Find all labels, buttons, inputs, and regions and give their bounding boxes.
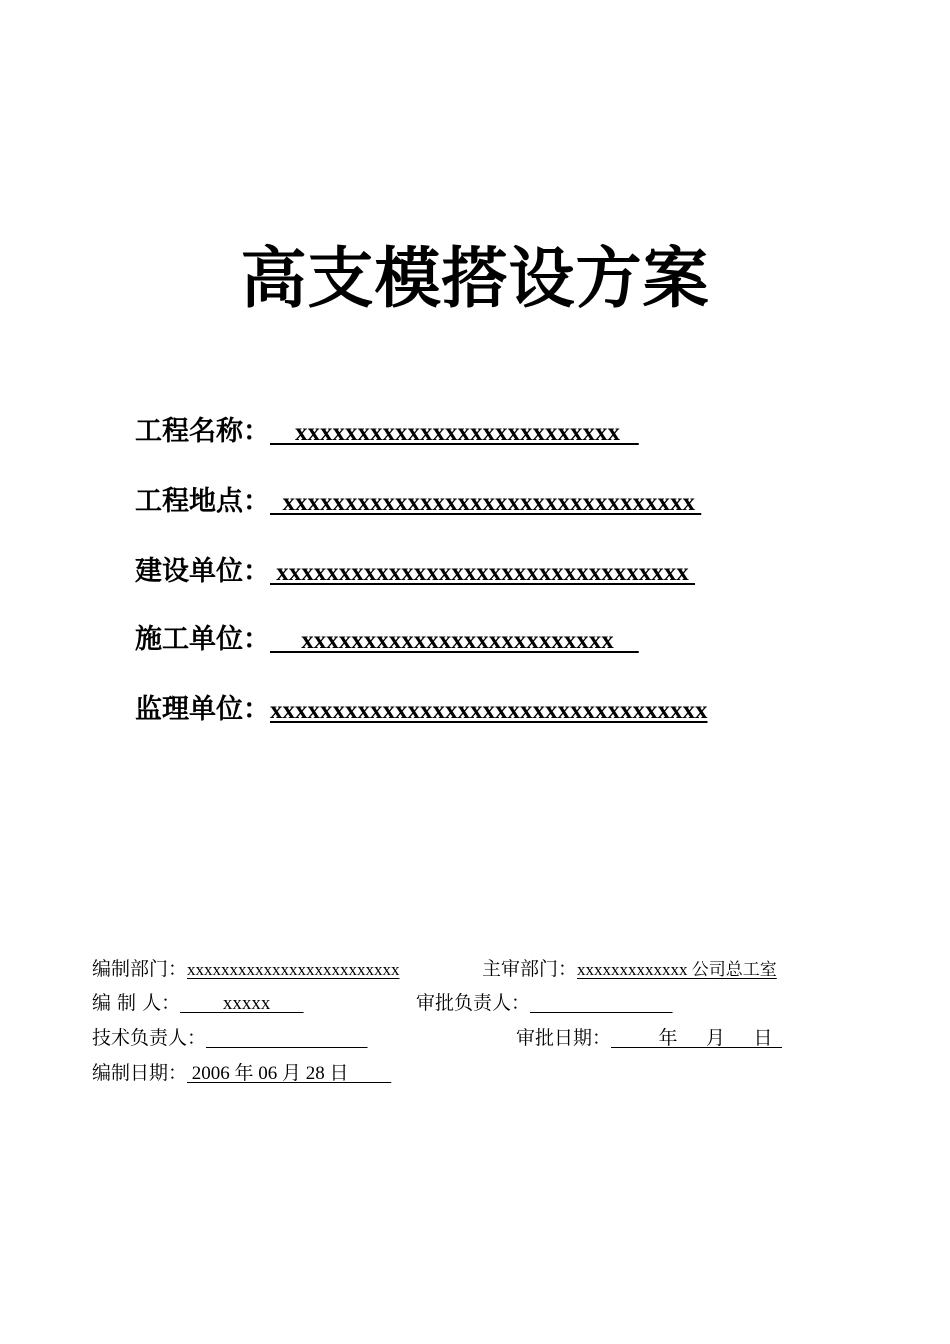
construction-unit-label: 建设单位： [135,556,270,587]
project-name-value: xxxxxxxxxxxxxxxxxxxxxxxxxx [270,419,639,446]
review-dept-row [482,954,777,984]
compiler-row [92,988,304,1018]
approver-value [530,993,673,1014]
approver-label: 审批负责人： [416,992,531,1014]
supervision-unit-label: 监理单位： [135,694,270,725]
project-location-row [135,482,701,522]
approve-date-row [516,1023,782,1053]
compile-date-value: 2006 年 06 月 28 日 [187,1063,392,1084]
compile-dept-label: 编制部门： [92,958,188,980]
construction-unit-value: xxxxxxxxxxxxxxxxxxxxxxxxxxxxxxxxx [270,559,695,586]
approve-date-label: 审批日期： [516,1027,612,1049]
compiler-label: 编 制 人： [92,992,181,1014]
project-location-value: xxxxxxxxxxxxxxxxxxxxxxxxxxxxxxxxx [270,489,702,516]
compile-dept-value: xxxxxxxxxxxxxxxxxxxxxxxxx [187,960,400,979]
contractor-unit-label: 施工单位： [135,624,270,655]
project-name-label: 工程名称： [135,416,270,447]
tech-lead-label: 技术负责人： [92,1027,207,1049]
contractor-unit-row [135,620,639,660]
tech-lead-row [92,1023,368,1053]
compiler-value: xxxxx [180,993,304,1014]
project-location-label: 工程地点： [135,486,270,517]
supervision-unit-value: xxxxxxxxxxxxxxxxxxxxxxxxxxxxxxxxxxx [270,697,708,724]
approver-row [416,988,673,1018]
compile-date-row [92,1058,391,1088]
contractor-unit-value: xxxxxxxxxxxxxxxxxxxxxxxxx [270,627,639,654]
supervision-unit-row [135,690,708,730]
compile-dept-row [92,954,400,984]
construction-unit-row [135,552,695,592]
approve-date-value: 年 月 日 [611,1028,783,1049]
tech-lead-value [206,1028,368,1049]
project-name-row [135,412,639,452]
compile-date-label: 编制日期： [92,1062,188,1084]
review-dept-value: xxxxxxxxxxxxx 公司总工室 [577,960,777,979]
review-dept-label: 主审部门： [482,958,578,980]
document-title: 高支模搭设方案 [240,240,710,317]
